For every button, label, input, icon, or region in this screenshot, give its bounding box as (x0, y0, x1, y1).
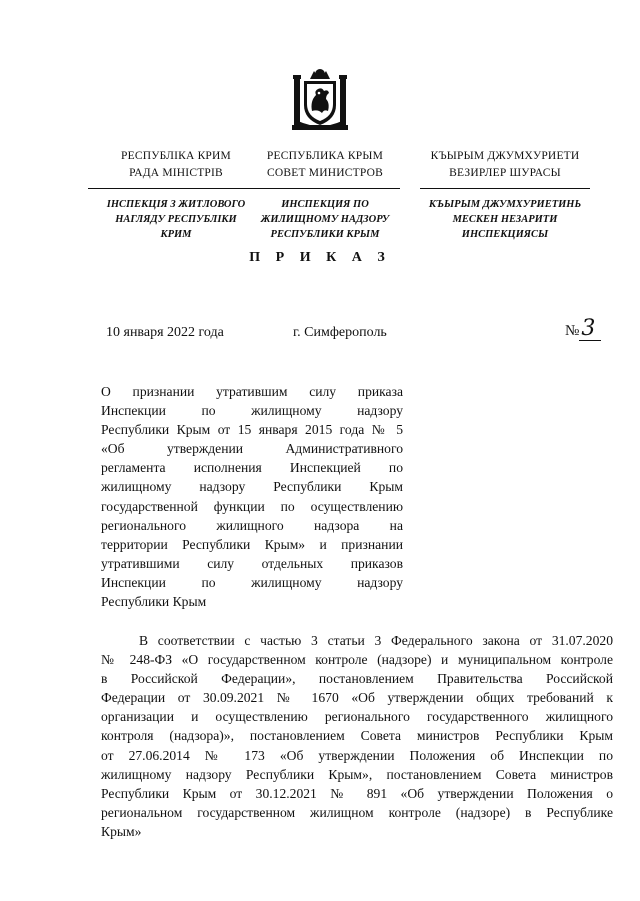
subject-line: регионального жилищного надзора на (101, 517, 403, 533)
body-line: в Российской Федерации», постановлением Правительства Российской (101, 671, 613, 687)
divider (88, 188, 264, 189)
divider (250, 188, 400, 189)
number-sign: № (565, 323, 580, 339)
subject-line: Республики Крым от 15 января 2015 года № 5 (101, 422, 403, 438)
subject-line: государственной функции по осуществлению (101, 498, 403, 514)
org-name: РЕСПУБЛИКА КРЫМ СОВЕТ МИНИСТРОВ (266, 150, 384, 179)
divider (420, 188, 590, 189)
body-line: жилищному надзору Республики Крым», постановлением Совета министров (101, 766, 613, 782)
body-line: контроля (надзора)», постановлением Совета министров Республики Крым (101, 728, 613, 744)
subject-line: Инспекции по жилищному надзору (101, 574, 403, 590)
document-number (565, 318, 601, 341)
body-line: № 248-ФЗ «О государственном контроле (надзоре) и муниципальном контроле (101, 652, 613, 668)
inspection-name: КЪЫРЫМ ДЖУМХУРИЕТИНЬ МЕСКЕН НЕЗАРИТИ ИНСПЕКЦИЯСЫ (428, 199, 582, 240)
header-column-ukrainian (88, 148, 264, 242)
body-line: В соответствии с частью 3 статьи 3 Федерального закона от 31.07.2020 (139, 633, 613, 648)
org-name: РЕСПУБЛІКА КРИМ РАДА МІНІСТРІВ (121, 150, 231, 179)
org-name: КЪЫРЫМ ДЖУМХУРИЕТИ ВЕЗИРЛЕР ШУРАСЫ (430, 150, 580, 179)
document-city: г. Симферополь (293, 325, 387, 340)
document-subject (101, 382, 403, 611)
subject-line: Инспекции по жилищному надзору (101, 403, 403, 419)
subject-line: территории Республики Крым» и признании (101, 536, 403, 552)
body-line: Республики Крым от 30.12.2021 № 891 «Об утверждении Положения о (101, 785, 613, 801)
inspection-name: ИНСПЕКЦИЯ ПО ЖИЛИЩНОМУ НАДЗОРУ РЕСПУБЛИКИ КРЫМ (260, 199, 390, 240)
body-line: региональном государственном жилищном контроле (надзоре) в Республике (101, 804, 613, 820)
subject-line: регламента исполнения Инспекцией по (101, 460, 403, 476)
document-title: П Р И К А З (249, 250, 391, 265)
body-line: организации и осуществлению регионального государственного жилищного (101, 709, 613, 725)
subject-line: О признании утратившим силу приказа (101, 384, 403, 399)
inspection-name: ІНСПЕКЦІЯ З ЖИТЛОВОГО НАГЛЯДУ РЕСПУБЛІКИ КРИМ (106, 199, 246, 240)
header-column-crimean-tatar (420, 148, 590, 242)
body-line: Федерации от 30.09.2021 № 1670 «Об утверждении общих требований к (101, 690, 613, 706)
coat-of-arms-emblem (292, 65, 348, 131)
header-column-russian (250, 148, 400, 242)
document-body (101, 631, 613, 841)
body-line: от 27.06.2014 № 173 «Об утверждении Положения об Инспекции по (101, 747, 613, 763)
subject-line: утратившими силу отдельных приказов (101, 555, 403, 571)
subject-line: Республики Крым (101, 594, 207, 610)
subject-line: жилищному надзору Республики Крым (101, 479, 403, 495)
body-line: Крым» (101, 823, 142, 839)
document-date: 10 января 2022 года (106, 325, 224, 340)
subject-line: «Об утверждении Административного (101, 441, 403, 457)
handwritten-number: 3 (579, 318, 601, 341)
